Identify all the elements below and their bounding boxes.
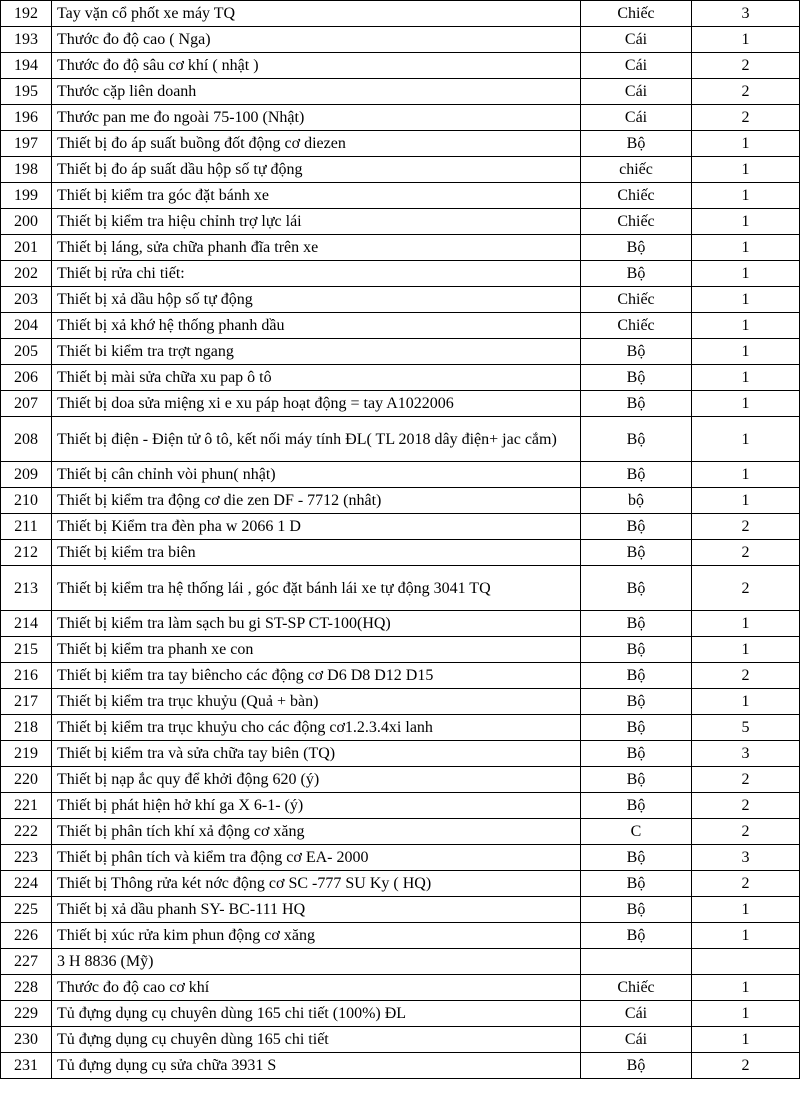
unit-cell: Bộ — [581, 339, 692, 365]
unit-cell: Bộ — [581, 637, 692, 663]
row-number-cell: 229 — [1, 1001, 52, 1027]
quantity-cell: 2 — [692, 540, 800, 566]
quantity-cell: 1 — [692, 1001, 800, 1027]
item-name-cell: Thước pan me đo ngoài 75-100 (Nhật) — [52, 105, 581, 131]
quantity-cell: 3 — [692, 741, 800, 767]
table-row — [1, 131, 800, 157]
quantity-cell: 2 — [692, 793, 800, 819]
quantity-cell: 1 — [692, 488, 800, 514]
table-row — [1, 157, 800, 183]
table-row — [1, 462, 800, 488]
quantity-cell: 1 — [692, 689, 800, 715]
item-name-cell: Thiết bị điện - Điện tử ô tô, kết nối máy tính ĐL( TL 2018 dây điện+ jac cắm) — [52, 417, 581, 462]
item-name-cell: Thiết bị xúc rửa kim phun động cơ xăng — [52, 923, 581, 949]
row-number-cell: 198 — [1, 157, 52, 183]
item-name-cell: Thiết bị kiểm tra phanh xe con — [52, 637, 581, 663]
item-name-cell: Thiết bị kiểm tra góc đặt bánh xe — [52, 183, 581, 209]
row-number-cell: 222 — [1, 819, 52, 845]
row-number-cell: 218 — [1, 715, 52, 741]
unit-cell: bộ — [581, 488, 692, 514]
item-name-cell: Thiết bị kiểm tra trục khuỷu cho các động cơ1.2.3.4xi lanh — [52, 715, 581, 741]
row-number-cell: 213 — [1, 566, 52, 611]
row-number-cell: 211 — [1, 514, 52, 540]
item-name-cell: Thước đo độ cao ( Nga) — [52, 27, 581, 53]
item-name-cell: Thiết bị xả khớ hệ thống phanh dầu — [52, 313, 581, 339]
row-number-cell: 225 — [1, 897, 52, 923]
unit-cell: Chiếc — [581, 209, 692, 235]
unit-cell: Cái — [581, 105, 692, 131]
quantity-cell: 2 — [692, 663, 800, 689]
item-name-cell: Thiết bi kiểm tra trợt ngang — [52, 339, 581, 365]
item-name-cell: Thiết bị đo áp suất dầu hộp số tự động — [52, 157, 581, 183]
unit-cell: Chiếc — [581, 287, 692, 313]
quantity-cell: 1 — [692, 897, 800, 923]
item-name-cell: Tủ đựng dụng cụ sửa chữa 3931 S — [52, 1053, 581, 1079]
quantity-cell: 1 — [692, 131, 800, 157]
quantity-cell: 1 — [692, 637, 800, 663]
quantity-cell: 2 — [692, 819, 800, 845]
table-row — [1, 53, 800, 79]
table-row — [1, 209, 800, 235]
table-row — [1, 637, 800, 663]
row-number-cell: 215 — [1, 637, 52, 663]
table-row — [1, 183, 800, 209]
table-row — [1, 975, 800, 1001]
unit-cell: Bộ — [581, 1053, 692, 1079]
table-row — [1, 949, 800, 975]
quantity-cell: 1 — [692, 417, 800, 462]
row-number-cell: 223 — [1, 845, 52, 871]
table-row — [1, 105, 800, 131]
quantity-cell: 1 — [692, 157, 800, 183]
table-row — [1, 365, 800, 391]
table-row — [1, 1001, 800, 1027]
unit-cell: Bộ — [581, 741, 692, 767]
row-number-cell: 199 — [1, 183, 52, 209]
table-row — [1, 313, 800, 339]
item-name-cell: Thiết bị phân tích và kiểm tra động cơ EA- 2000 — [52, 845, 581, 871]
unit-cell: Cái — [581, 1027, 692, 1053]
table-row — [1, 339, 800, 365]
item-name-cell: Thiết bị rửa chi tiết: — [52, 261, 581, 287]
quantity-cell: 3 — [692, 1, 800, 27]
equipment-table-body — [1, 1, 800, 1079]
table-row — [1, 391, 800, 417]
table-row — [1, 793, 800, 819]
unit-cell: Chiếc — [581, 975, 692, 1001]
table-row — [1, 715, 800, 741]
quantity-cell: 1 — [692, 975, 800, 1001]
quantity-cell: 1 — [692, 183, 800, 209]
table-row — [1, 871, 800, 897]
unit-cell: Bộ — [581, 235, 692, 261]
item-name-cell: Thiết bị mài sửa chữa xu pap ô tô — [52, 365, 581, 391]
unit-cell: Bộ — [581, 514, 692, 540]
item-name-cell: Thiết bị xả dầu hộp số tự động — [52, 287, 581, 313]
unit-cell: Cái — [581, 27, 692, 53]
row-number-cell: 217 — [1, 689, 52, 715]
unit-cell: chiếc — [581, 157, 692, 183]
unit-cell: Cái — [581, 53, 692, 79]
unit-cell: Bộ — [581, 689, 692, 715]
row-number-cell: 230 — [1, 1027, 52, 1053]
row-number-cell: 208 — [1, 417, 52, 462]
row-number-cell: 216 — [1, 663, 52, 689]
quantity-cell: 2 — [692, 79, 800, 105]
item-name-cell: Thiết bị láng, sửa chữa phanh đĩa trên xe — [52, 235, 581, 261]
item-name-cell: Thiết bị Thông rửa két nớc động cơ SC -777 SU Ky ( HQ) — [52, 871, 581, 897]
item-name-cell: Thiết bị kiểm tra động cơ die zen DF - 7712 (nhât) — [52, 488, 581, 514]
quantity-cell: 2 — [692, 105, 800, 131]
unit-cell — [581, 949, 692, 975]
row-number-cell: 219 — [1, 741, 52, 767]
item-name-cell: Thước đo độ sâu cơ khí ( nhật ) — [52, 53, 581, 79]
row-number-cell: 207 — [1, 391, 52, 417]
unit-cell: Bộ — [581, 417, 692, 462]
table-row — [1, 1027, 800, 1053]
item-name-cell: Thiết bị kiểm tra hiệu chỉnh trợ lực lái — [52, 209, 581, 235]
row-number-cell: 226 — [1, 923, 52, 949]
item-name-cell: Thiết bị kiểm tra hệ thống lái , góc đặt bánh lái xe tự động 3041 TQ — [52, 566, 581, 611]
item-name-cell: Thiết bị kiểm tra tay biêncho các động cơ D6 D8 D12 D15 — [52, 663, 581, 689]
table-row — [1, 417, 800, 462]
item-name-cell: Thiết bị Kiểm tra đèn pha w 2066 1 D — [52, 514, 581, 540]
unit-cell: Bộ — [581, 131, 692, 157]
unit-cell: Bộ — [581, 871, 692, 897]
item-name-cell: Thiết bị phân tích khí xả động cơ xăng — [52, 819, 581, 845]
item-name-cell: Tủ đựng dụng cụ chuyên dùng 165 chi tiết — [52, 1027, 581, 1053]
unit-cell: Bộ — [581, 663, 692, 689]
quantity-cell: 2 — [692, 767, 800, 793]
item-name-cell: Thiết bị xả dầu phanh SY- BC-111 HQ — [52, 897, 581, 923]
table-row — [1, 767, 800, 793]
unit-cell: C — [581, 819, 692, 845]
row-number-cell: 209 — [1, 462, 52, 488]
item-name-cell: Thước cặp liên doanh — [52, 79, 581, 105]
quantity-cell: 2 — [692, 1053, 800, 1079]
quantity-cell: 1 — [692, 287, 800, 313]
table-row — [1, 1053, 800, 1079]
unit-cell: Cái — [581, 79, 692, 105]
row-number-cell: 206 — [1, 365, 52, 391]
row-number-cell: 210 — [1, 488, 52, 514]
quantity-cell: 3 — [692, 845, 800, 871]
unit-cell: Bộ — [581, 540, 692, 566]
quantity-cell: 1 — [692, 365, 800, 391]
row-number-cell: 231 — [1, 1053, 52, 1079]
unit-cell: Bộ — [581, 715, 692, 741]
item-name-cell: Thước đo độ cao cơ khí — [52, 975, 581, 1001]
quantity-cell: 1 — [692, 209, 800, 235]
unit-cell: Cái — [581, 1001, 692, 1027]
table-row — [1, 488, 800, 514]
table-row — [1, 689, 800, 715]
quantity-cell: 2 — [692, 514, 800, 540]
row-number-cell: 200 — [1, 209, 52, 235]
row-number-cell: 214 — [1, 611, 52, 637]
row-number-cell: 201 — [1, 235, 52, 261]
table-row — [1, 1, 800, 27]
table-row — [1, 611, 800, 637]
table-row — [1, 540, 800, 566]
quantity-cell: 1 — [692, 339, 800, 365]
unit-cell: Bộ — [581, 462, 692, 488]
table-row — [1, 566, 800, 611]
quantity-cell: 1 — [692, 313, 800, 339]
row-number-cell: 195 — [1, 79, 52, 105]
item-name-cell: Thiết bị phát hiện hở khí ga X 6-1- (ý) — [52, 793, 581, 819]
unit-cell: Bộ — [581, 261, 692, 287]
table-row — [1, 741, 800, 767]
table-row — [1, 845, 800, 871]
row-number-cell: 204 — [1, 313, 52, 339]
quantity-cell — [692, 949, 800, 975]
quantity-cell: 1 — [692, 611, 800, 637]
quantity-cell: 1 — [692, 261, 800, 287]
item-name-cell: Thiết bị đo áp suất buồng đốt động cơ diezen — [52, 131, 581, 157]
item-name-cell: Thiết bị kiểm tra trục khuỷu (Quả + bàn) — [52, 689, 581, 715]
item-name-cell: Thiết bị kiểm tra biên — [52, 540, 581, 566]
row-number-cell: 220 — [1, 767, 52, 793]
quantity-cell: 1 — [692, 235, 800, 261]
table-row — [1, 79, 800, 105]
unit-cell: Chiếc — [581, 183, 692, 209]
table-row — [1, 514, 800, 540]
quantity-cell: 1 — [692, 462, 800, 488]
item-name-cell: Tay vặn cổ phốt xe máy TQ — [52, 1, 581, 27]
item-name-cell: Thiết bị nạp ắc quy để khởi động 620 (ý) — [52, 767, 581, 793]
unit-cell: Bộ — [581, 365, 692, 391]
unit-cell: Chiếc — [581, 1, 692, 27]
quantity-cell: 2 — [692, 53, 800, 79]
quantity-cell: 1 — [692, 1027, 800, 1053]
quantity-cell: 2 — [692, 871, 800, 897]
unit-cell: Bộ — [581, 897, 692, 923]
quantity-cell: 1 — [692, 27, 800, 53]
row-number-cell: 221 — [1, 793, 52, 819]
row-number-cell: 192 — [1, 1, 52, 27]
item-name-cell: Thiết bị kiểm tra làm sạch bu gi ST-SP CT-100(HQ) — [52, 611, 581, 637]
table-row — [1, 663, 800, 689]
unit-cell: Bộ — [581, 923, 692, 949]
table-row — [1, 261, 800, 287]
unit-cell: Chiếc — [581, 313, 692, 339]
row-number-cell: 194 — [1, 53, 52, 79]
unit-cell: Bộ — [581, 566, 692, 611]
item-name-cell: Thiết bị doa sửa miệng xi e xu páp hoạt động = tay A1022006 — [52, 391, 581, 417]
table-row — [1, 27, 800, 53]
unit-cell: Bộ — [581, 793, 692, 819]
unit-cell: Bộ — [581, 767, 692, 793]
row-number-cell: 224 — [1, 871, 52, 897]
row-number-cell: 228 — [1, 975, 52, 1001]
item-name-cell: Thiết bị cân chỉnh vòi phun( nhật) — [52, 462, 581, 488]
row-number-cell: 196 — [1, 105, 52, 131]
item-name-cell: Tủ đựng dụng cụ chuyên dùng 165 chi tiết (100%) ĐL — [52, 1001, 581, 1027]
unit-cell: Bộ — [581, 845, 692, 871]
item-name-cell: Thiết bị kiểm tra và sửa chữa tay biên (TQ) — [52, 741, 581, 767]
table-row — [1, 897, 800, 923]
quantity-cell: 1 — [692, 923, 800, 949]
row-number-cell: 203 — [1, 287, 52, 313]
table-row — [1, 923, 800, 949]
row-number-cell: 202 — [1, 261, 52, 287]
table-row — [1, 235, 800, 261]
row-number-cell: 212 — [1, 540, 52, 566]
quantity-cell: 5 — [692, 715, 800, 741]
table-row — [1, 819, 800, 845]
row-number-cell: 227 — [1, 949, 52, 975]
row-number-cell: 205 — [1, 339, 52, 365]
row-number-cell: 193 — [1, 27, 52, 53]
row-number-cell: 197 — [1, 131, 52, 157]
table-row — [1, 287, 800, 313]
item-name-cell: 3 H 8836 (Mỹ) — [52, 949, 581, 975]
unit-cell: Bộ — [581, 611, 692, 637]
quantity-cell: 1 — [692, 391, 800, 417]
unit-cell: Bộ — [581, 391, 692, 417]
quantity-cell: 2 — [692, 566, 800, 611]
